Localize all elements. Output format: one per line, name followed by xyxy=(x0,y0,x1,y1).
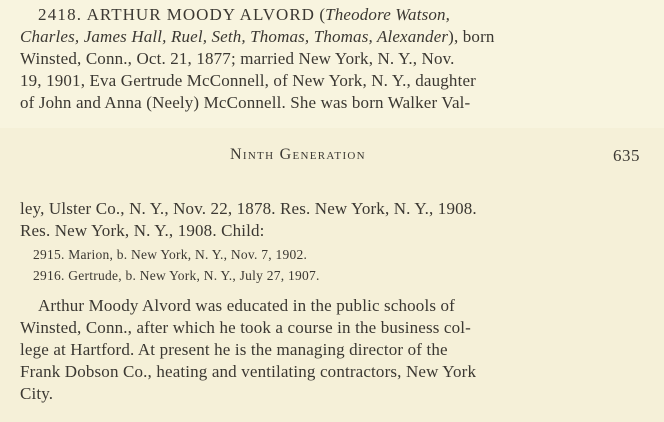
child-text: Marion, b. New York, N. Y., Nov. 7, 1902. xyxy=(68,247,308,262)
child-number: 2915. xyxy=(33,247,65,262)
entry-2418-line-3: Winsted, Conn., Oct. 21, 1877; married New York, N. Y., Nov. xyxy=(20,49,455,68)
line-2-rest: ), born xyxy=(448,27,495,46)
person-name: ARTHUR MOODY ALVORD xyxy=(86,5,315,24)
continuation-line-1: ley, Ulster Co., N. Y., Nov. 22, 1878. Res. New York, N. Y., 1908. xyxy=(20,199,477,218)
continuation-line-2: Res. New York, N. Y., 1908. Child: xyxy=(20,221,265,240)
child-entry xyxy=(33,246,307,264)
entry-2418-line-1 xyxy=(38,4,450,26)
child-entry xyxy=(33,267,320,285)
running-title: Ninth Generation xyxy=(230,146,366,163)
biography-line-1: Arthur Moody Alvord was educated in the public schools of xyxy=(38,296,455,315)
lineage-part-a: Theodore Watson, xyxy=(325,5,451,24)
child-number: 2916. xyxy=(33,268,65,283)
biography-line-3: lege at Hartford. At present he is the managing director of the xyxy=(20,340,448,359)
entry-number: 2418. xyxy=(38,5,83,24)
child-text: Gertrude, b. New York, N. Y., July 27, 1907. xyxy=(68,268,320,283)
lineage-part-b: Charles, James Hall, Ruel, Seth, Thomas, Thomas, Alexander xyxy=(20,27,449,46)
biography-line-5: City. xyxy=(20,384,54,403)
entry-2418-line-4: 19, 1901, Eva Gertrude McConnell, of New York, N. Y., daughter xyxy=(20,71,476,90)
biography-line-2: Winsted, Conn., after which he took a course in the business col- xyxy=(20,318,471,337)
entry-2418-line-5: of John and Anna (Neely) McConnell. She was born Walker Val- xyxy=(20,93,471,112)
biography-line-4: Frank Dobson Co., heating and ventilating contractors, New York xyxy=(20,362,477,381)
entry-2418-line-2 xyxy=(20,26,495,48)
page-number: 635 xyxy=(613,146,640,165)
lineage-paren-open: ( xyxy=(319,5,326,24)
